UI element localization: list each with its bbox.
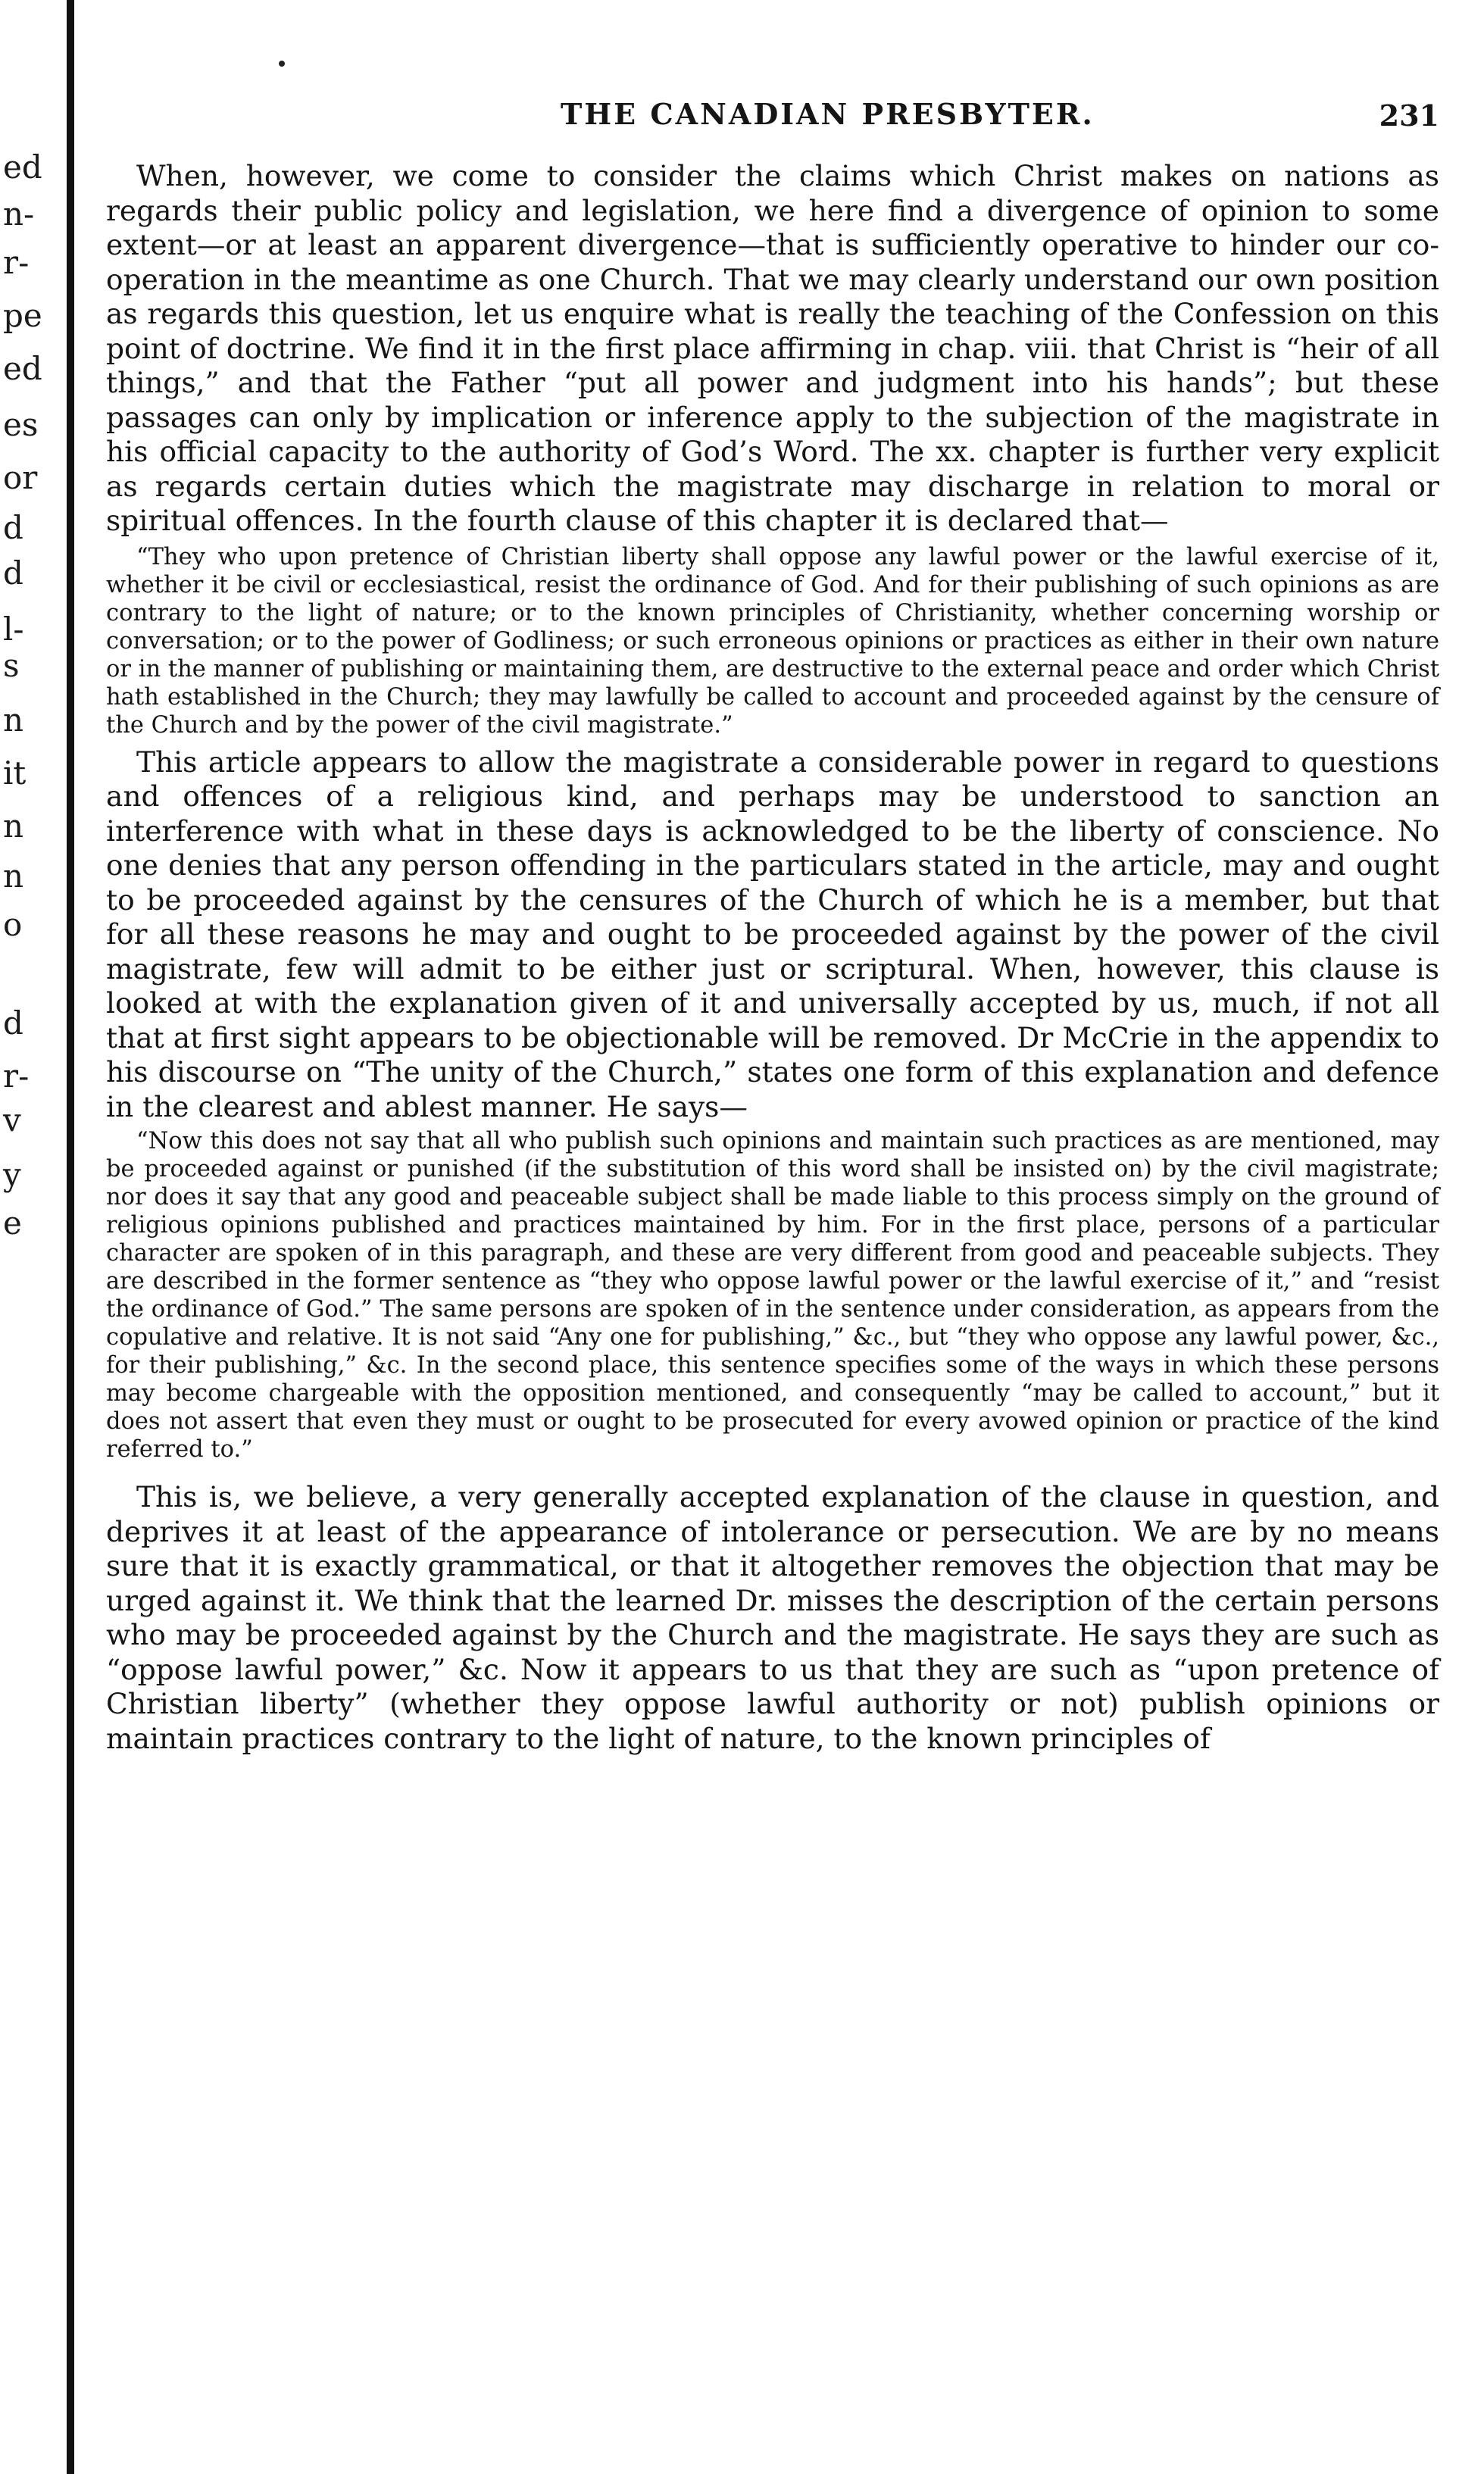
margin-fragment: ed <box>3 350 42 387</box>
margin-fragment: n <box>3 807 24 845</box>
confession-quote: “They who upon pretence of Christian liberty shall oppose any lawful power or the lawful exercise of it, whether it be civil or ecclesiastical, resist the ordinance of God. And for their publishing of such opinions as are contrary to the light of nature; or to the known principles of Christianity, whether concerning worship or conversation; or to the power of Godliness; or such erroneous opinions or practices as either in their own nature or in the manner of publishing or maintaining them, are destructive to the external peace and order which Christ hath established in the Church; they may lawfully be called to account and proceeded against by the censure of the Church and by the power of the civil magistrate.” <box>106 543 1439 739</box>
margin-fragment: v <box>3 1101 21 1139</box>
margin-fragment: o <box>3 906 23 943</box>
margin-fragment: n <box>3 701 24 739</box>
margin-fragment: d <box>3 554 23 592</box>
margin-fragment: ed <box>3 148 42 186</box>
journal-title: THE CANADIAN PRESBYTER. <box>561 97 1095 131</box>
article-body <box>106 159 1439 1756</box>
paragraph-2: This article appears to allow the magistrate a considerable power in regard to questions and offences of a religious kind, and perhaps may be understood to sanction an interference with what in these days is acknowledged to be the liberty of conscience. No one denies that any person offending in the particulars stated in the article, may and ought to be proceeded against by the censures of the Church of which he is a member, but that for all these reasons he may and ought to be proceeded against by the power of the civil magistrate, few will admit to be either just or scriptural. When, however, this clause is looked at with the explanation given of it and universally accepted by us, much, if not all that at first sight appears to be objectionable will be removed. Dr McCrie in the appendix to his discourse on “The unity of the Church,” states one form of this explanation and defence in the clearest and ablest manner. He says— <box>106 745 1439 1123</box>
paragraph-3: This is, we believe, a very generally accepted explanation of the clause in question, and deprives it at least of the appearance of intolerance or persecution. We are by no means sure that it is exactly grammatical, or that it altogether removes the objection that may be urged against it. We think that the learned Dr. misses the description of the certain persons who may be proceeded against by the Church and the magistrate. He says they are such as “oppose lawful power,” &c. Now it appears to us that they are such as “upon pretence of Christian liberty” (whether they oppose lawful authority or not) publish opinions or maintain practices contrary to the light of nature, to the known principles of <box>106 1480 1439 1755</box>
margin-fragment: es <box>3 406 39 443</box>
margin-fragment: y <box>3 1156 21 1193</box>
margin-fragment: or <box>3 459 38 496</box>
left-margin-gutter <box>0 0 73 2474</box>
margin-fragment: d <box>3 1004 23 1042</box>
margin-fragment: n- <box>3 195 35 233</box>
mccrie-quote: “Now this does not say that all who publish such opinions and maintain such practices as are mentioned, may be proceeded against or punished (if the substitution of this word shall be insisted on) by the civil magistrate; nor does it say that any good and peaceable subject shall be made liable to this process simply on the ground of religious opinions published and practices maintained by him. For in the first place, persons of a particular character are spoken of in this paragraph, and these are very different from good and peaceable subjects. They are described in the former sentence as “they who oppose lawful power or the lawful exercise of it,” and “resist the ordinance of God.” The same persons are spoken of in the sentence under consideration, as appears from the copulative and relative. It is not said “Any one for publishing,” &c., but “they who oppose any lawful power, &c., for their publishing,” &c. In the second place, this sentence specifies some of the ways in which these persons may become chargeable with the opposition mentioned, and consequently “may be called to account,” but it does not assert that even they must or ought to be prosecuted for every avowed opinion or practice of the kind referred to.” <box>106 1128 1439 1463</box>
margin-fragment: e <box>3 1204 22 1242</box>
margin-fragment: r- <box>3 1057 30 1095</box>
running-header <box>106 76 1439 159</box>
margin-fragment: r- <box>3 244 30 281</box>
margin-fragment: n <box>3 857 24 895</box>
page-number: 231 <box>1379 98 1439 133</box>
ink-speck <box>279 61 285 67</box>
paragraph-1: When, however, we come to consider the claims which Christ makes on nations as regards their public policy and legislation, we here find a divergence of opinion to some extent—or at least an apparent divergence—that is sufficiently operative to hinder our co-operation in the meantime as one Church. That we may clearly understand our own position as regards this question, let us enquire what is really the teaching of the Confession on this point of doctrine. We find it in the first place affirming in chap. viii. that Christ is “heir of all things,” and that the Father “put all power and judgment into his hands”; but these passages can only by implication or inference apply to the subjection of the magistrate in his official capacity to the authority of God’s Word. The xx. chapter is further very explicit as regards certain duties which the magistrate may discharge in relation to moral or spiritual offences. In the fourth clause of this chapter it is declared that— <box>106 159 1439 537</box>
margin-fragment: pe <box>3 297 42 334</box>
margin-fragment: s <box>3 647 20 684</box>
margin-fragment: l- <box>3 611 24 648</box>
margin-fragment: it <box>3 754 27 792</box>
document-page <box>106 76 1439 1756</box>
page-binding-edge <box>67 0 74 2474</box>
margin-fragment: d <box>3 509 23 546</box>
